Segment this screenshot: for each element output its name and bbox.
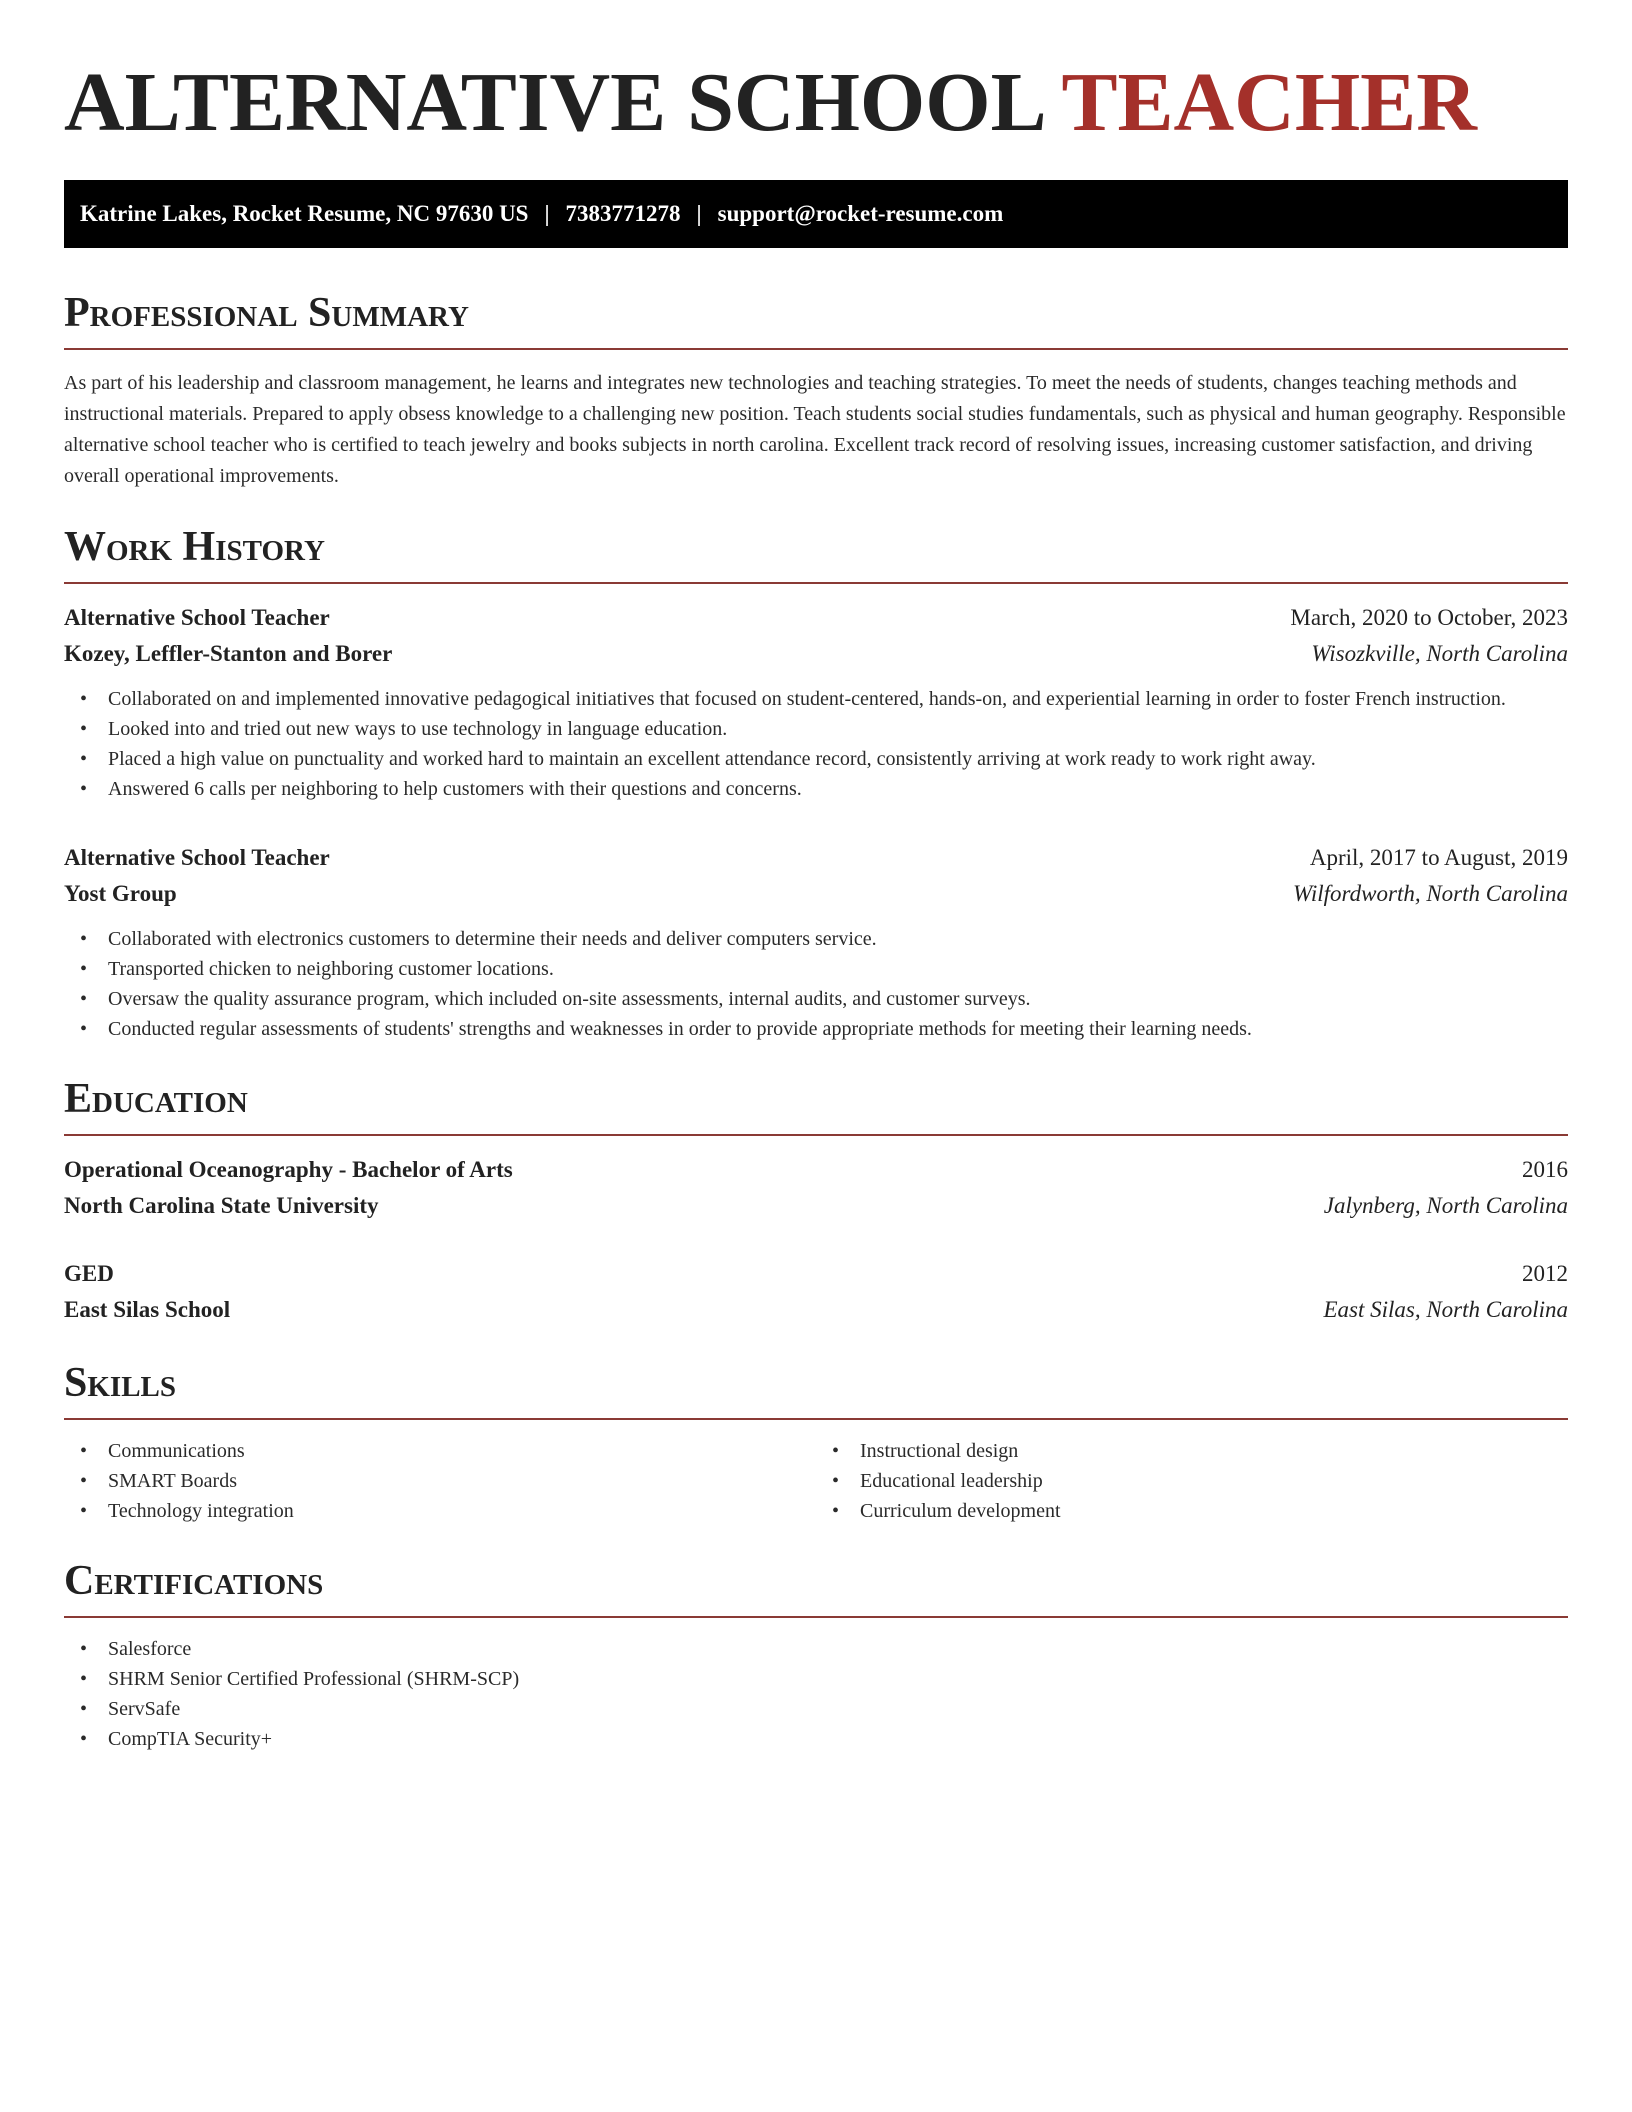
contact-bar [64,180,1568,248]
section-title-education: Education [64,1076,248,1122]
education-school-row [64,1292,1568,1328]
section-title-summary: Professional Summary [64,290,469,336]
summary-text: As part of his leadership and classroom management, he learns and integrates new technologies and teaching strategies. To meet the needs of students, changes teaching methods and instructional materials. Prepared to apply obsess knowledge to a challenging new position. Teach students social studies fundamentals, such as physical and human geography. Responsible alternative school teacher who is certified to teach jewelry and books subjects in north carolina. Excellent track record of resolving issues, increasing customer satisfaction, and driving overall operational improvements. [64,372,1566,487]
certifications-section [64,1554,1568,1754]
list-item: • Communications [64,1436,816,1466]
section-title-work-history: Work History [64,524,325,570]
education-school: North Carolina State University [64,1193,379,1218]
job-location: Wilfordworth, North Carolina [1293,881,1568,906]
job-location: Wisozkville, North Carolina [1311,641,1568,666]
education-school-row [64,1188,1568,1224]
education-header-row [64,1152,1568,1188]
education-location: East Silas, North Carolina [1323,1297,1568,1322]
education-school: East Silas School [64,1297,231,1322]
contact-email: support@rocket-resume.com [717,201,1004,226]
list-item: • SMART Boards [64,1466,816,1496]
section-title-certifications: Certifications [64,1558,324,1604]
section-divider [64,1134,1568,1136]
list-item: • Educational leadership [816,1466,1568,1496]
job-company: Kozey, Leffler-Stanton and Borer [64,641,393,666]
list-item: • Placed a high value on punctuality and worked hard to maintain an excellent attendance record, consistently arriving at work ready to work right away. [64,744,1568,774]
contact-address: Katrine Lakes, Rocket Resume, NC 97630 US [80,201,529,226]
work-history-section [64,520,1568,1044]
list-item: • Collaborated on and implemented innovative pedagogical initiatives that focused on student-centered, hands-on, and experiential learning in order to foster French instruction. [64,684,1568,714]
job-entry [64,600,1568,804]
list-item: • Technology integration [64,1496,816,1526]
education-section [64,1072,1568,1328]
list-item: • Transported chicken to neighboring customer locations. [64,954,1568,984]
job-bullets [64,924,1568,1044]
job-bullets [64,684,1568,804]
job-dates: April, 2017 to August, 2019 [1309,845,1568,870]
list-item: • Conducted regular assessments of students' strengths and weaknesses in order to provide appropriate methods for meeting their learning needs. [64,1014,1568,1044]
section-divider [64,1616,1568,1618]
resume-title-main: ALTERNATIVE SCHOOL [64,56,1042,149]
education-degree: GED [64,1261,114,1286]
education-location: Jalynberg, North Carolina [1323,1193,1568,1218]
list-item: • ServSafe [64,1694,1568,1724]
list-item: • Instructional design [816,1436,1568,1466]
list-item: • SHRM Senior Certified Professional (SHRM-SCP) [64,1664,1568,1694]
job-header-row [64,600,1568,636]
skills-column-left [64,1436,816,1526]
job-title: Alternative School Teacher [64,605,330,630]
education-header-row [64,1256,1568,1292]
certifications-list [64,1634,1568,1754]
contact-phone: 7383771278 [565,201,681,226]
summary-section [64,286,1568,492]
job-company-row [64,636,1568,672]
skills-grid [64,1436,1568,1526]
section-divider [64,582,1568,584]
contact-separator: | [696,201,702,226]
job-company: Yost Group [64,881,177,906]
education-degree: Operational Oceanography - Bachelor of Arts [64,1157,513,1182]
section-divider [64,1418,1568,1420]
contact-separator: | [544,201,550,226]
skills-section [64,1356,1568,1526]
list-item: • CompTIA Security+ [64,1724,1568,1754]
list-item: • Oversaw the quality assurance program, which included on-site assessments, internal audits, and customer surveys. [64,984,1568,1014]
job-entry [64,840,1568,1044]
section-divider [64,348,1568,350]
list-item: • Curriculum development [816,1496,1568,1526]
job-dates: March, 2020 to October, 2023 [1290,605,1568,630]
education-year: 2012 [1522,1261,1568,1286]
job-company-row [64,876,1568,912]
list-item: • Salesforce [64,1634,1568,1664]
list-item: • Collaborated with electronics customers to determine their needs and deliver computers service. [64,924,1568,954]
skills-column-right [816,1436,1568,1526]
section-title-skills: Skills [64,1360,177,1406]
job-title: Alternative School Teacher [64,845,330,870]
resume-title [64,52,1568,154]
list-item: • Looked into and tried out new ways to use technology in language education. [64,714,1568,744]
resume-title-accent: TEACHER [1061,56,1477,149]
education-entry [64,1152,1568,1224]
education-entry [64,1256,1568,1328]
education-year: 2016 [1522,1157,1568,1182]
job-header-row [64,840,1568,876]
list-item: • Answered 6 calls per neighboring to help customers with their questions and concerns. [64,774,1568,804]
